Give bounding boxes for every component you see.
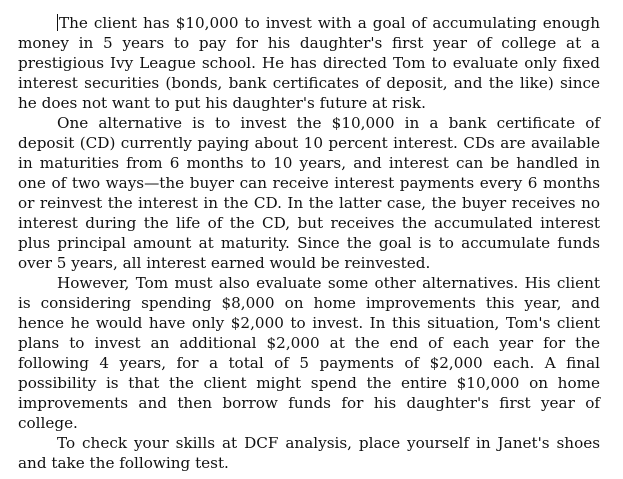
paragraph-other-alternatives <box>18 273 600 433</box>
paragraph-text: However, Tom must also evaluate some other alternatives. His client is considering spending $8,000 on home improvements this year, and hence he would have only $2,000 to invest. In this situation, Tom's client plans to invest an additional $2,000 at the end of each year for the following 4 years, for a total of 5 payments of $2,000 each. A final possibility is that the client might spend the entire $10,000 on home improvements and then borrow funds for his daughter's first year of college. <box>18 274 600 432</box>
paragraph-client-goal <box>18 13 600 113</box>
paragraph-text: The client has $10,000 to invest with a goal of accumulating enough money in 5 years to pay for his daughter's first year of college at a prestigious Ivy League school. He has directed Tom to evaluate only fixed interest securities (bonds, bank certificates of deposit, and the like) since he does not want to put his daughter's future at risk. <box>18 14 600 112</box>
paragraph-text: To check your skills at DCF analysis, place yourself in Janet's shoes and take the following test. <box>18 434 600 472</box>
document-body <box>18 13 600 473</box>
text-cursor <box>57 14 58 31</box>
paragraph-text: One alternative is to invest the $10,000 in a bank certificate of deposit (CD) currently paying about 10 percent interest. CDs are available in maturities from 6 months to 10 years, and interest can be handled in one of two ways—the buyer can receive interest payments every 6 months or reinvest the interest in the CD. In the latter case, the buyer receives no interest during the life of the CD, but receives the accumulated interest plus principal amount at maturity. Since the goal is to accumulate funds over 5 years, all interest earned would be reinvested. <box>18 114 600 272</box>
paragraph-test-instructions <box>18 433 600 473</box>
paragraph-cd-alternative <box>18 113 600 273</box>
